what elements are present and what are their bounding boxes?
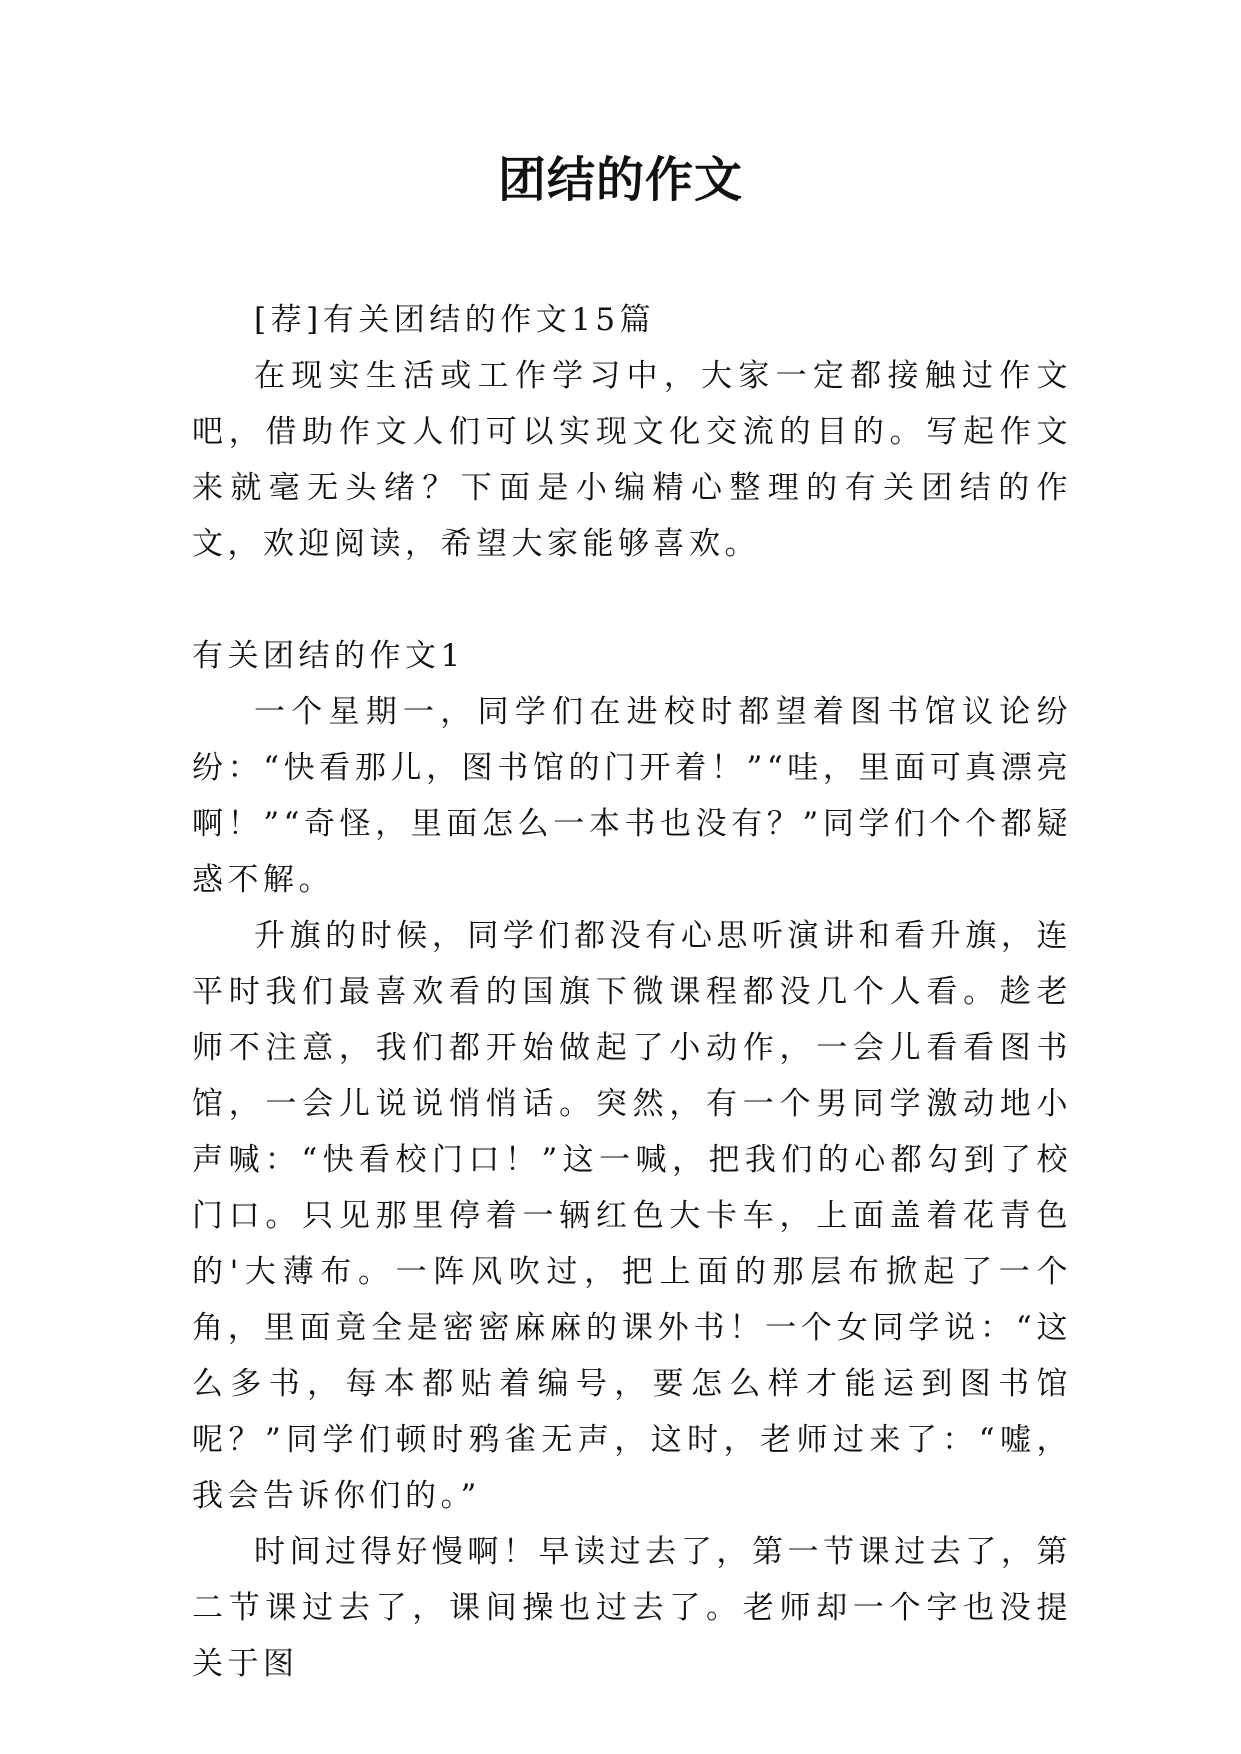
- body-paragraph-3: 时间过得好慢啊！早读过去了，第一节课过去了，第二节课过去了，课间操也过去了。老师却一个字也没提关于图: [192, 1534, 1072, 1682]
- section-title: 有关团结的作文1: [192, 638, 465, 674]
- body-paragraph-1: 一个星期一，同学们在进校时都望着图书馆议论纷纷：“快看那儿，图书馆的门开着！”“哇，里面可真漂亮啊！”“奇怪，里面怎么一本书也没有？”同学们个个都疑惑不解。: [192, 694, 1072, 898]
- document-body: [192, 292, 1072, 1692]
- intro-heading: [荐]有关团结的作文15篇: [254, 302, 656, 338]
- document-title: 团结的作文: [497, 152, 743, 208]
- intro-paragraph: 在现实生活或工作学习中，大家一定都接触过作文吧，借助作文人们可以实现文化交流的目的。写起作文来就毫无头绪？下面是小编精心整理的有关团结的作文，欢迎阅读，希望大家能够喜欢。: [192, 358, 1072, 562]
- body-paragraph-2: 升旗的时候，同学们都没有心思听演讲和看升旗，连平时我们最喜欢看的国旗下微课程都没几个人看。趁老师不注意，我们都开始做起了小动作，一会儿看看图书馆，一会儿说说悄悄话。突然，有一个男同学激动地小声喊：“快看校门口！”这一喊，把我们的心都勾到了校门口。只见那里停着一辆红色大卡车，上面盖着花青色的'大薄布。一阵风吹过，把上面的那层布掀起了一个角，里面竟全是密密麻麻的课外书！一个女同学说：“这么多书，每本都贴着编号，要怎么样才能运到图书馆呢？”同学们顿时鸦雀无声，这时，老师过来了：“嘘，我会告诉你们的。”: [192, 918, 1072, 1514]
